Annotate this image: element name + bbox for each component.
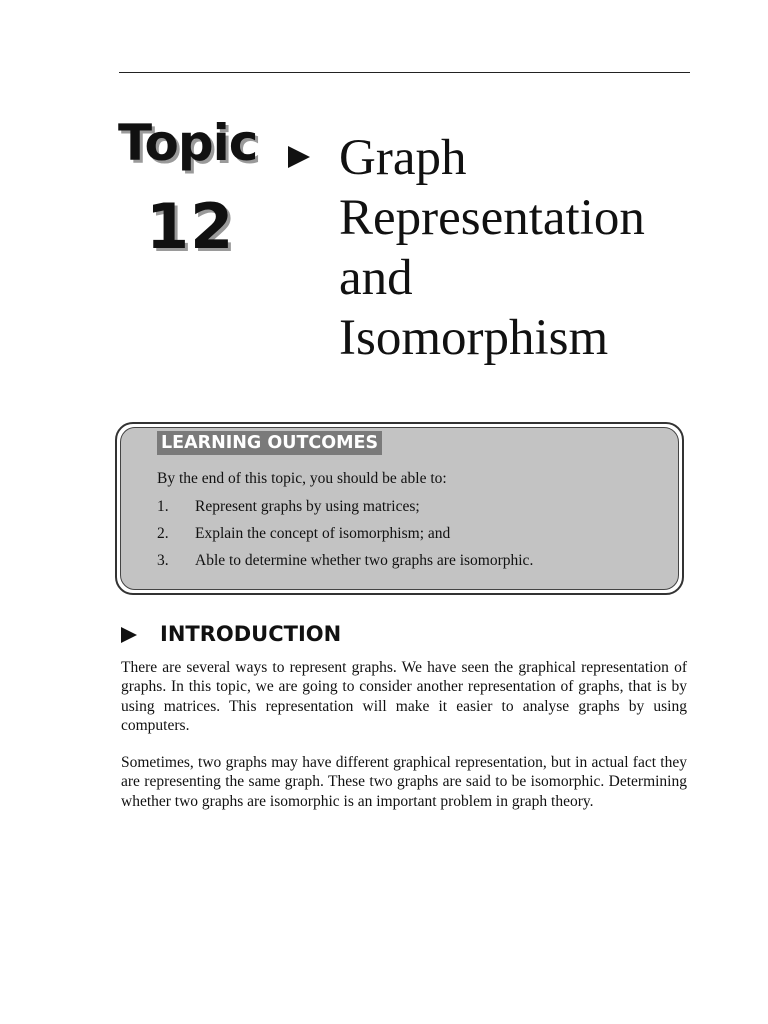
list-item-text: Explain the concept of isomorphism; and (195, 525, 451, 542)
learning-outcomes-list (157, 498, 533, 579)
section-arrow-icon (121, 627, 137, 643)
top-rule (119, 72, 690, 73)
list-item (157, 525, 533, 552)
list-item-number: 3. (157, 552, 169, 569)
list-item-text: Able to determine whether two graphs are isomorphic. (195, 552, 534, 569)
topic-title (339, 128, 719, 368)
list-item (157, 498, 533, 525)
learning-outcomes-intro: By the end of this topic, you should be able to: (157, 470, 447, 487)
title-line: Graph (339, 130, 467, 186)
learning-outcomes-panel (120, 427, 679, 590)
title-line: Isomorphism (339, 310, 609, 366)
learning-outcomes-heading: LEARNING OUTCOMES (157, 431, 382, 455)
list-item-text: Represent graphs by using matrices; (195, 498, 420, 515)
introduction-heading: INTRODUCTION (160, 622, 342, 646)
introduction-paragraph: There are several ways to represent graphs. We have seen the graphical representation of graphs. In this topic, we are going to consider another representation of graphs, that is by using matrices. This representation will make it easier to analyse graphs by using computers. (121, 659, 687, 734)
title-arrow-icon (288, 146, 310, 168)
introduction-paragraph: Sometimes, two graphs may have different graphical representation, but in actual fact they are representing the same graph. These two graphs are said to be isomorphic. Determining whether two graphs are isomorphic is an important problem in graph theory. (121, 754, 687, 810)
list-item-number: 2. (157, 525, 169, 542)
title-line: and (339, 250, 413, 306)
list-item-number: 1. (157, 498, 169, 515)
learning-outcomes-box (115, 422, 684, 595)
topic-number: 12 (146, 190, 235, 263)
list-item (157, 552, 533, 579)
title-line: Representation (339, 190, 645, 246)
topic-label: Topic (118, 114, 258, 172)
